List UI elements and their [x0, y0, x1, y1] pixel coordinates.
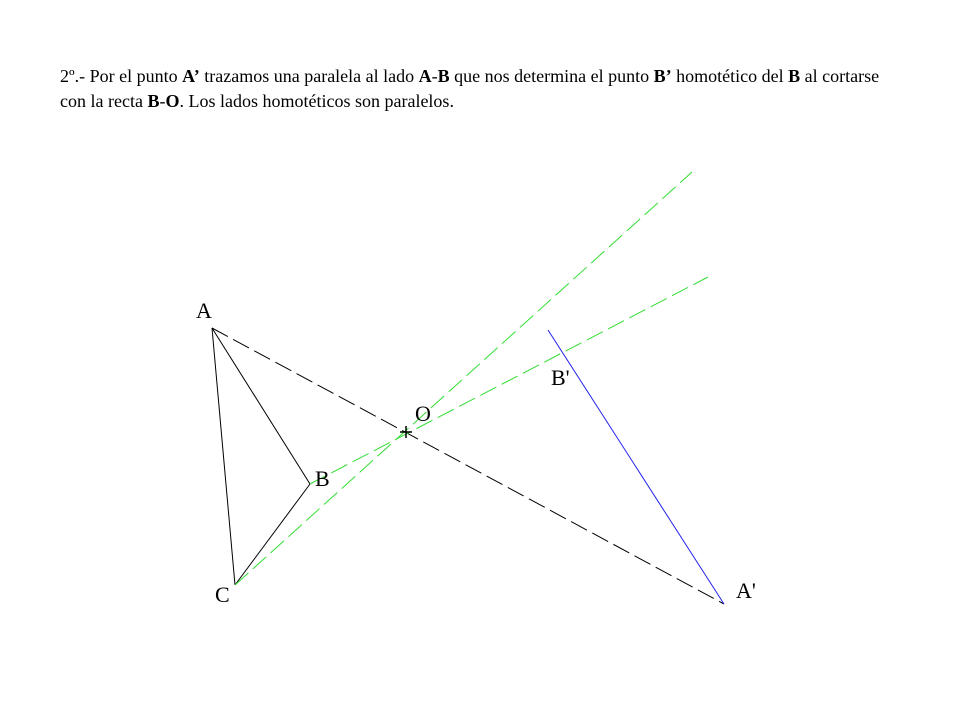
ray-c-o [235, 172, 692, 585]
label-b-prime: B' [551, 365, 570, 390]
caption-b: B [437, 66, 450, 86]
caption-a: A [418, 66, 432, 86]
caption-dash1: - [431, 66, 438, 86]
caption-b-prime: B’ [653, 66, 672, 86]
parallel-line-aprime-bprime [548, 330, 724, 604]
side-ac [212, 328, 235, 585]
label-b: B [315, 466, 330, 491]
label-c: C [215, 582, 230, 607]
ray-a-o-aprime [212, 328, 724, 604]
caption-b3: B [147, 91, 160, 111]
caption-dash2: - [159, 91, 166, 111]
caption-b2: B [788, 66, 801, 86]
caption-a-prime: A’ [182, 66, 200, 86]
ray-b-o-bprime [310, 277, 708, 484]
caption-o: O [165, 91, 180, 111]
caption-lead: 2º.- Por el punto [60, 66, 183, 86]
side-bc [235, 484, 310, 585]
caption-tail: . Los lados homotéticos son paralelos. [179, 91, 454, 111]
label-a-prime: A' [736, 578, 756, 603]
caption-mid4: al cortarse con la recta [60, 66, 880, 111]
caption-mid2: que nos determina el punto [449, 66, 654, 86]
label-o: O [415, 401, 431, 426]
label-a: A [196, 298, 212, 323]
side-ab [212, 328, 310, 484]
caption-mid1: trazamos una paralela al lado [199, 66, 419, 86]
caption-mid3: homotético del [671, 66, 789, 86]
